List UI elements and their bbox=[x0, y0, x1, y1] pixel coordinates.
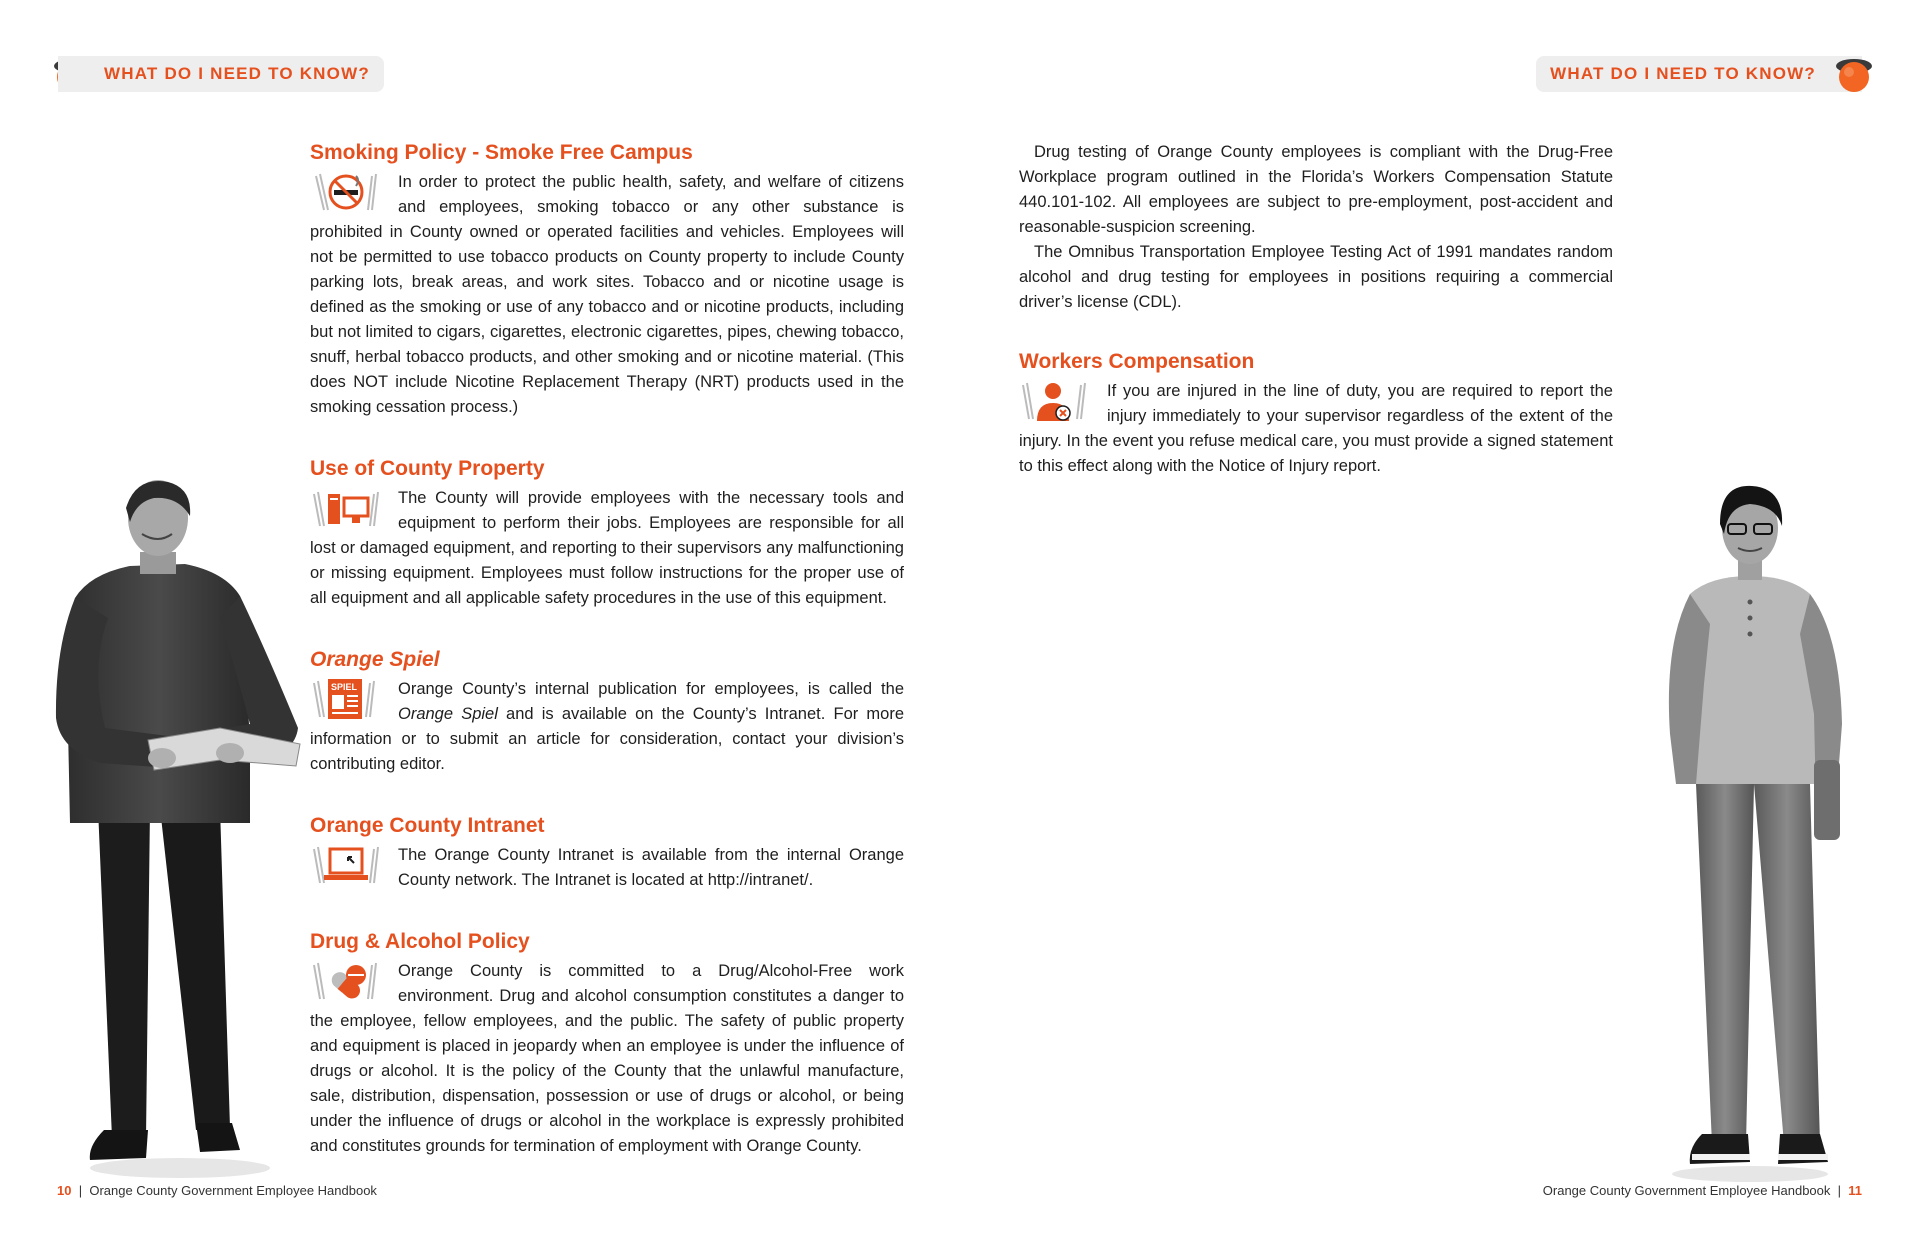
section-title: Workers Compensation bbox=[1019, 350, 1255, 373]
section-body: The Orange County Intranet is available from the internal Orange County network. The Intranet is located at http://intranet/. bbox=[398, 846, 904, 889]
page-footer bbox=[1543, 1183, 1862, 1198]
section-body bbox=[310, 677, 904, 777]
section-body: Orange County is committed to a Drug/Alcohol-Free work environment. Drug and alcohol consumption constitutes a danger to the employee, fellow employees, and the public. The safety of public property and equipment is placed in jeopardy when an employee is under the influence of drugs or alcohol. It is the policy of the County that the unlawful manufacture, sale, distribution, dispensation, possession or use of drugs or alcohol, or being under the influence of drugs or alcohol in the workplace is expressly prohibited and constitutes grounds for termination of employment with Orange County. bbox=[310, 962, 904, 1155]
transportation-act-paragraph: The Omnibus Transportation Employee Testing Act of 1991 mandates random alcohol and drug testing for employees in positions requiring a commercial driver’s license (CDL). bbox=[1019, 243, 1613, 311]
section-title: Smoking Policy - Smoke Free Campus bbox=[310, 141, 693, 164]
orange-fruit-icon bbox=[1834, 54, 1874, 94]
page-number: 11 bbox=[1848, 1183, 1862, 1198]
spiel-text-after: and is available on the County’s Intranet. For more information or to submit an article for consideration, contact your division’s contributing editor. bbox=[310, 705, 904, 773]
section-body: In order to protect the public health, safety, and welfare of citizens and employees, smoking tobacco or any other substance is prohibited in County owned or operated facilities and vehicles. Employees will not be permitted to use tobacco products on County property to include County parking lots, break areas, and work sites. Tobacco and or nicotine usage is defined as the smoking or use of any tobacco and or nicotine products, including but not limited to cigars, cigarettes, electronic cigarettes, pipes, chewing tobacco, snuff, herbal tobacco products, and other smoking and or nicotine material. (This does NOT include Nicotine Replacement Therapy (NRT) products used in the smoking cessation process.) bbox=[310, 173, 904, 416]
right-page bbox=[960, 0, 1920, 1242]
footer-separator: | bbox=[1837, 1183, 1842, 1198]
workers-compensation-section bbox=[1019, 349, 1613, 479]
intranet-section bbox=[310, 813, 904, 893]
young-man-photo bbox=[1650, 484, 1850, 1184]
page-number: 10 bbox=[57, 1183, 72, 1198]
laptop-icon bbox=[310, 843, 390, 889]
section-title: Use of County Property bbox=[310, 457, 545, 480]
right-text-column bbox=[1019, 140, 1613, 515]
drug-testing-paragraph: Drug testing of Orange County employees is compliant with the Drug-Free Workplace program outlined in the Florida’s Workers Compensation Statute 440.101-102. All employees are subject to pre-employment, post-accident and reasonable-suspicion screening. bbox=[1019, 143, 1613, 236]
spiel-publication-name: Orange Spiel bbox=[398, 705, 498, 723]
orange-spiel-section bbox=[310, 647, 904, 777]
section-title: Orange Spiel bbox=[310, 648, 440, 671]
section-body: If you are injured in the line of duty, you are required to report the injury immediately to your supervisor regardless of the extent of the injury. In the event you refuse medical care, you must provide a signed statement to this effect along with the Notice of Injury report. bbox=[1019, 382, 1613, 475]
no-smoking-icon bbox=[310, 170, 390, 216]
newspaper-icon bbox=[310, 677, 390, 723]
section-title: Orange County Intranet bbox=[310, 814, 545, 837]
drug-alcohol-section bbox=[310, 929, 904, 1159]
smoking-policy-section bbox=[310, 140, 904, 420]
page-footer bbox=[57, 1183, 377, 1198]
section-header-tab: WHAT DO I NEED TO KNOW? bbox=[1536, 56, 1862, 92]
left-text-column bbox=[310, 140, 904, 1195]
section-body: The County will provide employees with the necessary tools and equipment to perform their jobs. Employees are responsible for all lost or damaged equipment, and reporting to their supervisors any malfunctioning or missing equipment. Employees must follow instructions for the proper use of all equipment and all applicable safety procedures in the use of this equipment. bbox=[310, 489, 904, 607]
injured-person-icon bbox=[1019, 379, 1099, 425]
section-header-tab: WHAT DO I NEED TO KNOW? bbox=[58, 56, 384, 92]
spiel-text-before: Orange County’s internal publication for employees, is called the bbox=[398, 680, 904, 698]
newspaper-icon-label: SPIEL bbox=[331, 682, 358, 692]
footer-title: Orange County Government Employee Handbook bbox=[89, 1183, 377, 1198]
pills-icon bbox=[310, 959, 390, 1005]
man-reading-photo bbox=[50, 478, 310, 1180]
computer-equipment-icon bbox=[310, 486, 390, 532]
county-property-section bbox=[310, 456, 904, 611]
section-title: Drug & Alcohol Policy bbox=[310, 930, 530, 953]
footer-title: Orange County Government Employee Handbook bbox=[1542, 1183, 1831, 1198]
footer-separator: | bbox=[78, 1183, 83, 1198]
